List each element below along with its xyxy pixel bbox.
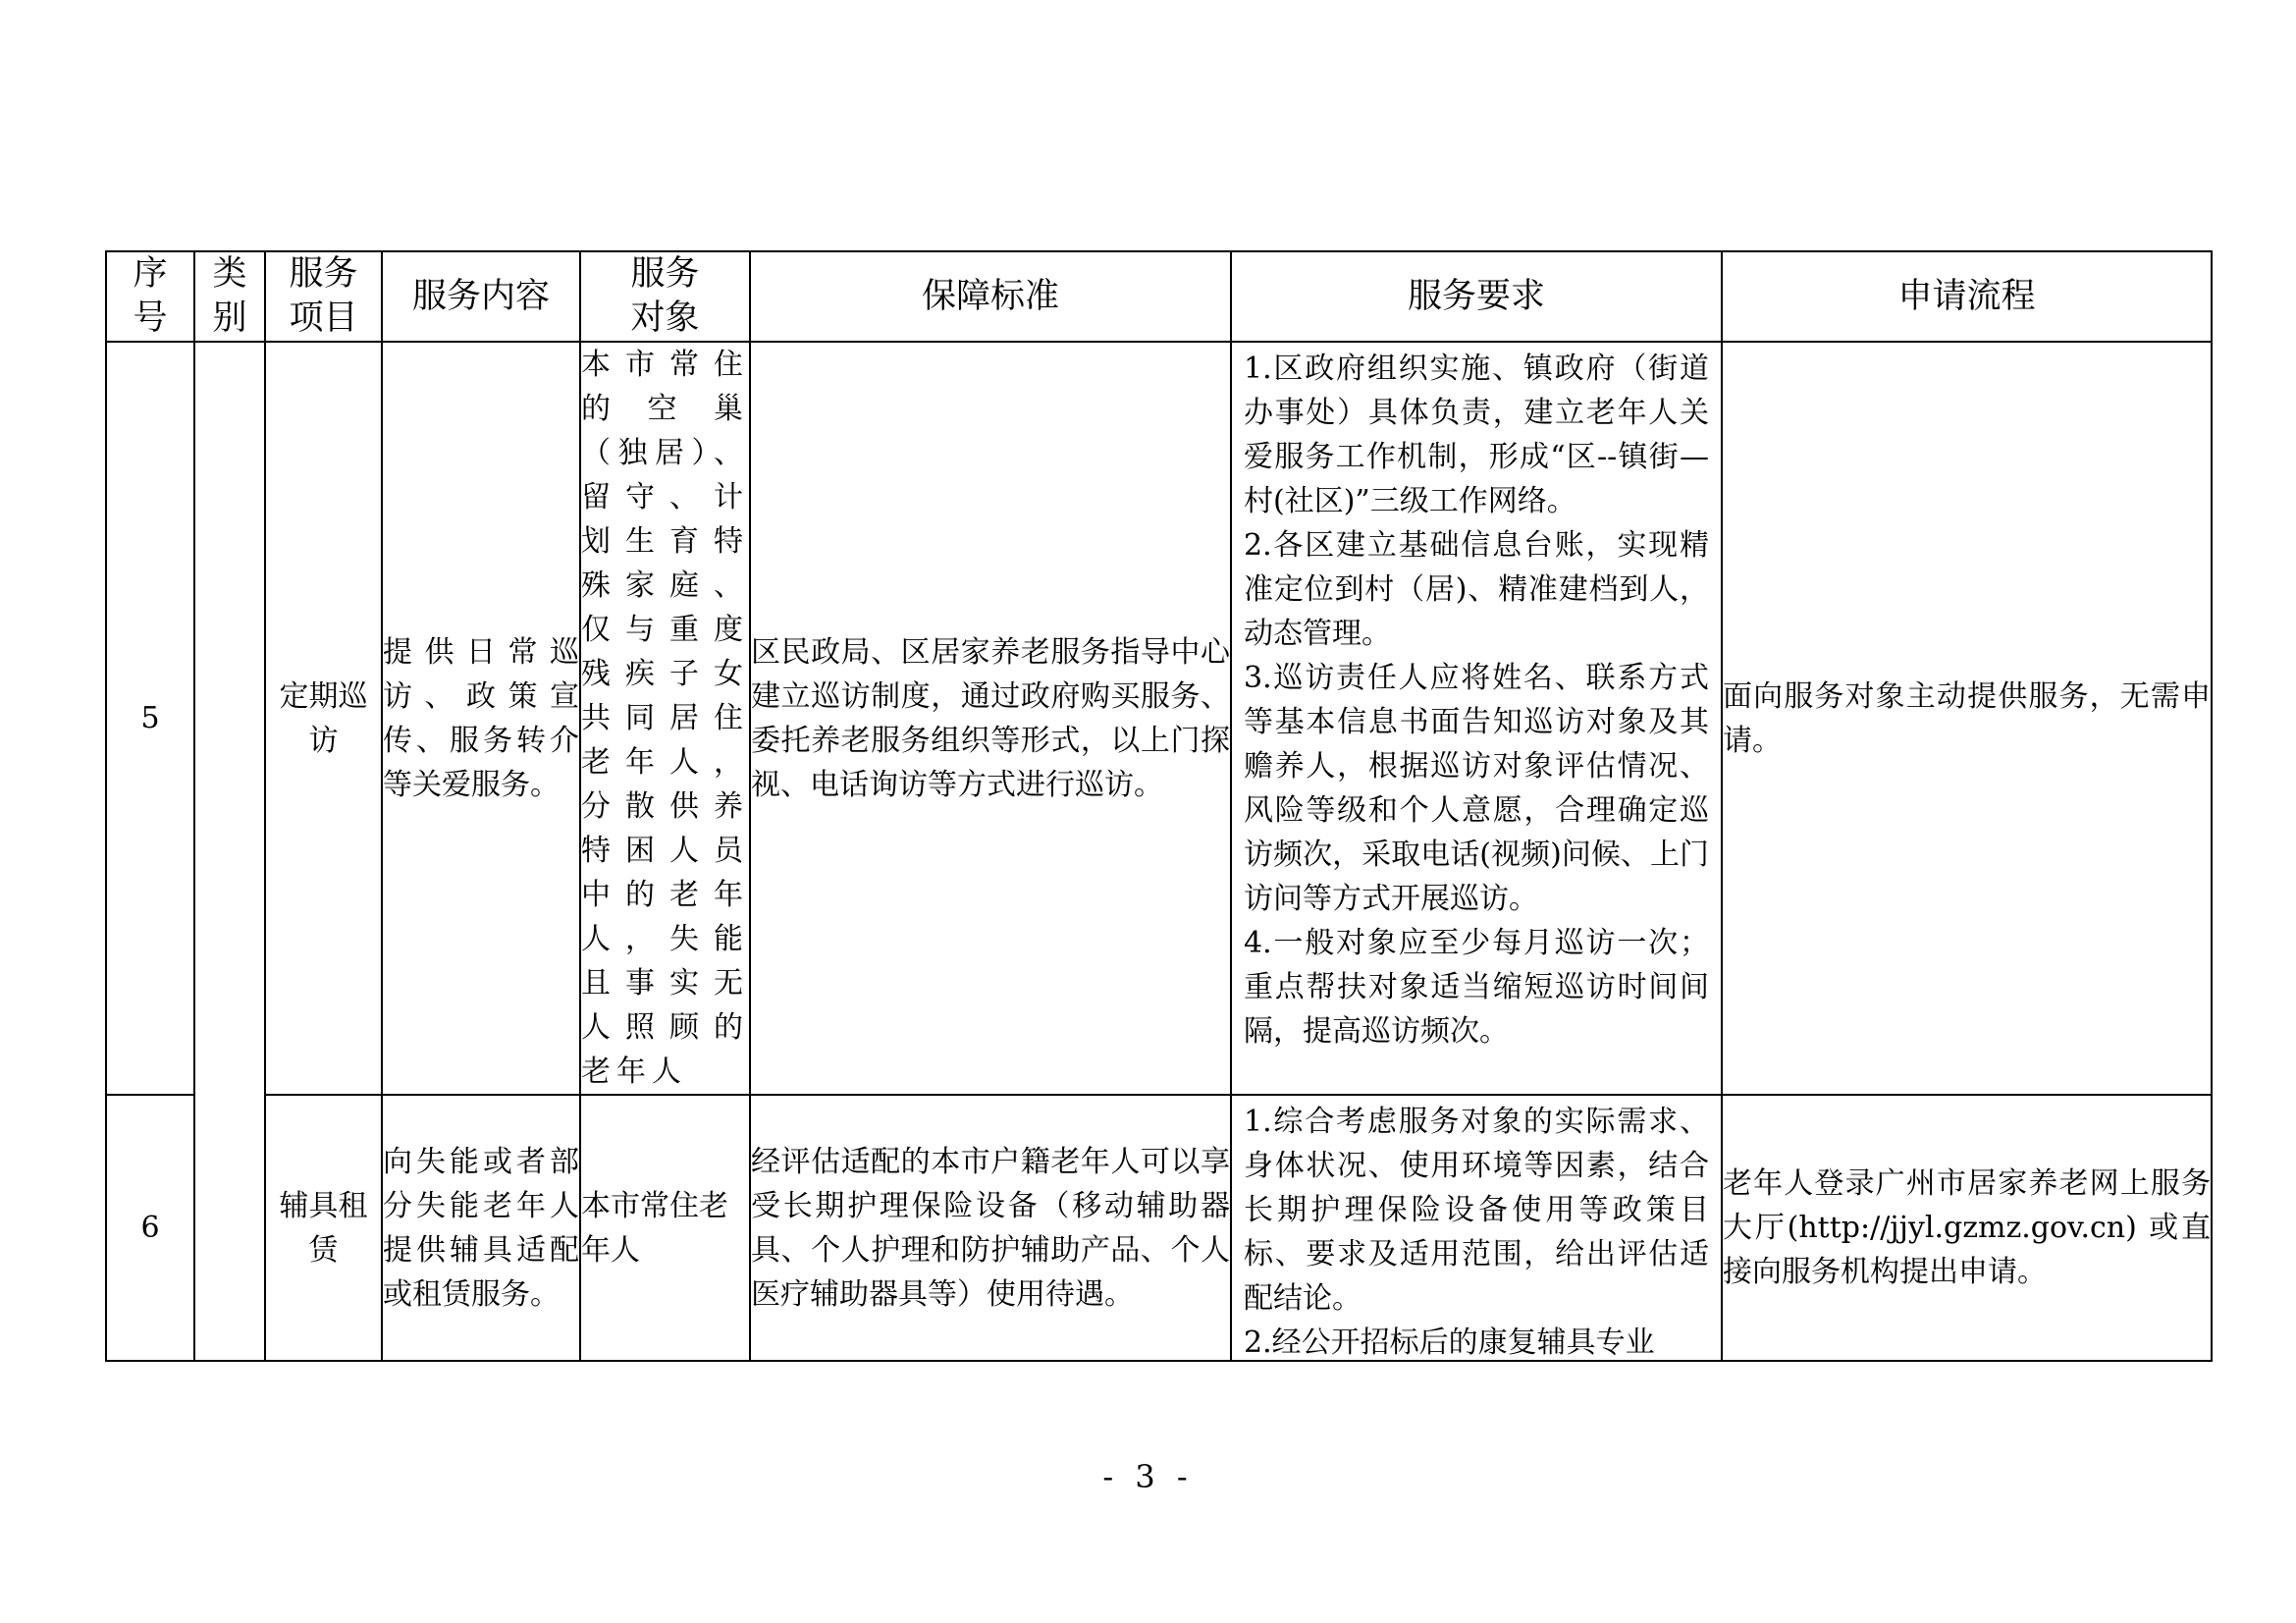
header-standard: 保障标准 (750, 251, 1231, 342)
requirement-item: 4.一般对象应至少每月巡访一次；重点帮扶对象适当缩短巡访时间间隔，提高巡访频次。 (1244, 926, 1709, 1049)
row-seq: 5 (106, 342, 194, 1095)
row-item: 定期巡访 (265, 342, 382, 1095)
row-requirements (1231, 1095, 1722, 1361)
header-content: 服务内容 (382, 251, 580, 342)
header-target: 服务 对象 (580, 251, 750, 342)
page-number: - 3 - (1102, 1458, 1194, 1495)
requirement-item: 1.区政府组织实施、镇政府（街道办事处）具体负责，建立老年人关爱服务工作机制，形成“区--镇街—村(社区)”三级工作网络。 (1244, 352, 1709, 518)
row-process: 老年人登录广州市居家养老网上服务大厅(http://jjyl.gzmz.gov.cn) 或直接向服务机构提出申请。 (1722, 1095, 2212, 1361)
requirement-item: 1.综合考虑服务对象的实际需求、身体状况、使用环境等因素，结合长期护理保险设备使用等政策目标、要求及适用范围，给出评估适配结论。 (1244, 1105, 1709, 1316)
header-seq: 序 号 (106, 251, 194, 342)
row-standard: 经评估适配的本市户籍老年人可以享受长期护理保险设备（移动辅助器具、个人护理和防护辅助产品、个人医疗辅助器具等）使用待遇。 (750, 1095, 1231, 1361)
header-item: 服务 项目 (265, 251, 382, 342)
row-target: 本市常住的空巢（独居）、留守、计划生育特殊家庭、仅与重度残疾子女共同居住老年人，分散供养特困人员中的老年人，失能且事实无人照顾的老年人 (580, 342, 750, 1095)
service-table (105, 250, 2213, 1362)
row-requirements (1231, 342, 1722, 1095)
row-content: 向失能或者部分失能老年人提供辅具适配或租赁服务。 (382, 1095, 580, 1361)
row-standard: 区民政局、区居家养老服务指导中心建立巡访制度，通过政府购买服务、委托养老服务组织等形式，以上门探视、电话询访等方式进行巡访。 (750, 342, 1231, 1095)
header-process: 申请流程 (1722, 251, 2212, 342)
table-row (106, 1095, 2212, 1361)
row-content: 提供日常巡访、政策宣传、服务转介等关爱服务。 (382, 342, 580, 1095)
header-requirement: 服务要求 (1231, 251, 1722, 342)
requirement-item: 3.巡访责任人应将姓名、联系方式等基本信息书面告知巡访对象及其赡养人，根据巡访对象评估情况、风险等级和个人意愿，合理确定巡访频次，采取电话(视频)问候、上门访问等方式开展巡访。 (1244, 661, 1709, 916)
requirement-item: 2.经公开招标后的康复辅具专业 (1244, 1325, 1655, 1360)
row-item: 辅具租赁 (265, 1095, 382, 1361)
table-row (106, 342, 2212, 1095)
header-category: 类 别 (194, 251, 265, 342)
row-process: 面向服务对象主动提供服务，无需申请。 (1722, 342, 2212, 1095)
requirement-item: 2.各区建立基础信息台账，实现精准定位到村（居)、精准建档到人，动态管理。 (1244, 528, 1709, 651)
row-target: 本市常住老年人 (580, 1095, 750, 1361)
row-category (194, 342, 265, 1361)
row-seq: 6 (106, 1095, 194, 1361)
requirements-list (1232, 343, 1721, 1089)
requirements-list (1232, 1096, 1721, 1360)
table-header-row (106, 251, 2212, 342)
